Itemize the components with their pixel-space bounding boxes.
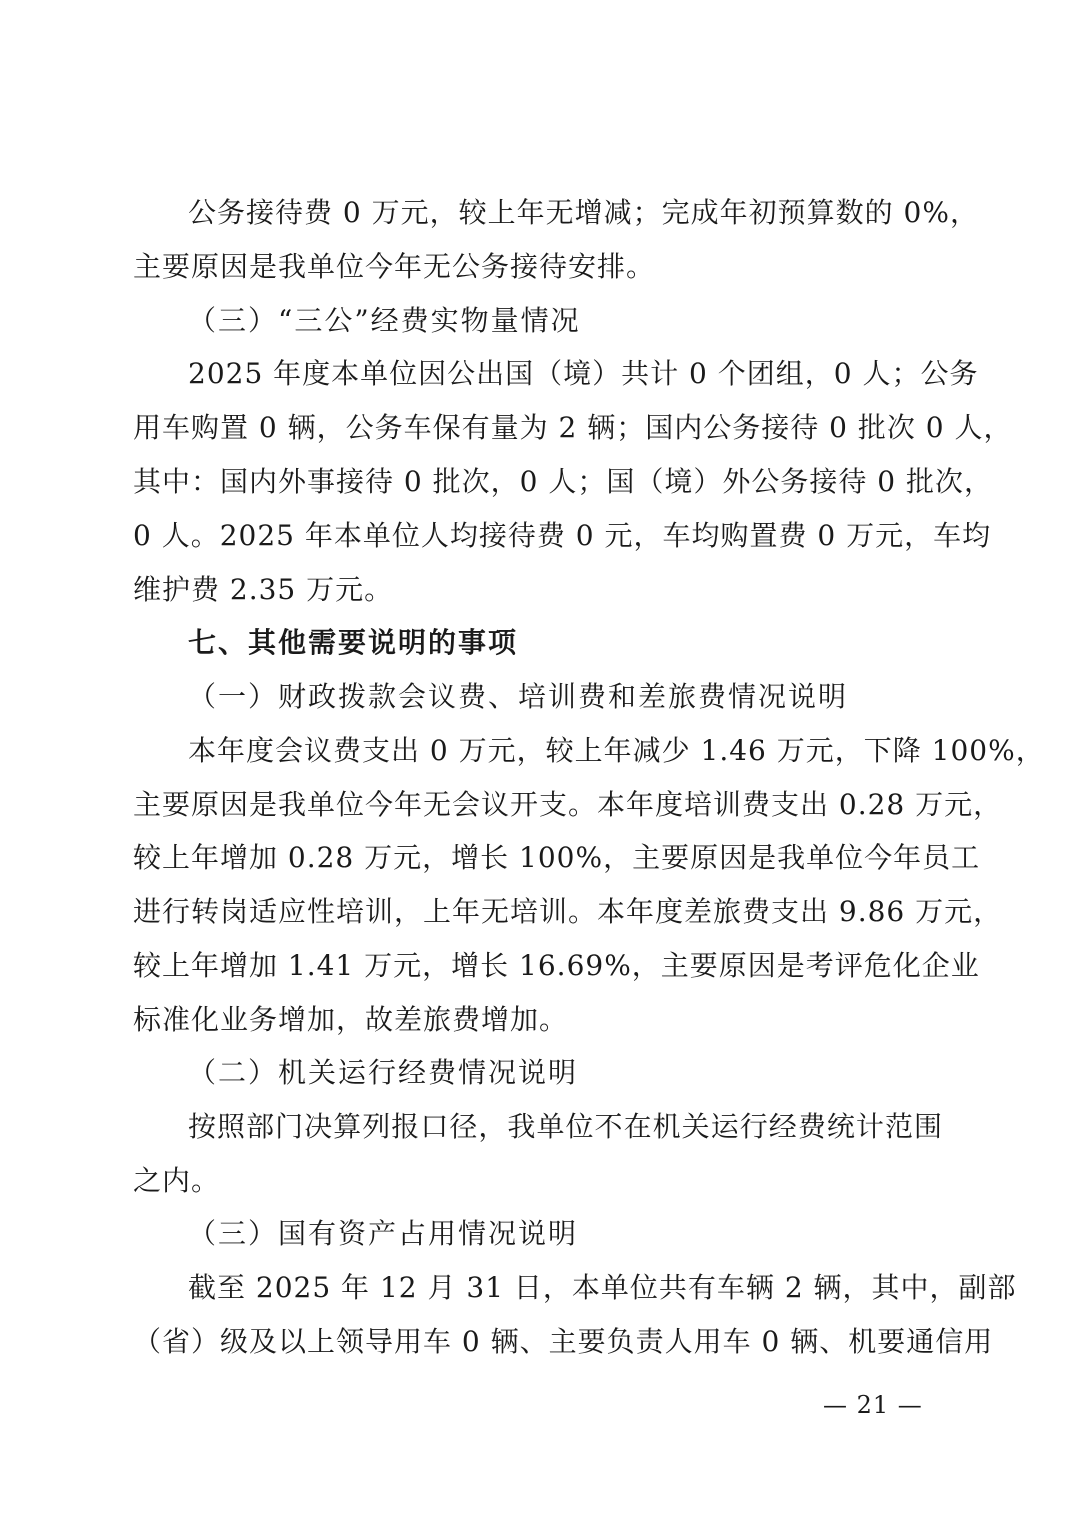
paragraph-line: 标准化业务增加，故差旅费增加。: [133, 1003, 569, 1036]
paragraph-line: 进行转岗适应性培训，上年无培训。本年度差旅费支出 9.86 万元，: [133, 895, 1003, 928]
paragraph-line: 用车购置 0 辆，公务车保有量为 2 辆；国内公务接待 0 批次 0 人，: [133, 411, 1013, 444]
paragraph-line: 按照部门决算列报口径，我单位不在机关运行经费统计范围: [188, 1110, 943, 1143]
paragraph-line: 截至 2025 年 12 月 31 日，本单位共有车辆 2 辆，其中，副部: [188, 1271, 1017, 1304]
paragraph-line: （省）级及以上领导用车 0 辆、主要负责人用车 0 辆、机要通信用: [133, 1325, 994, 1358]
paragraph-line: 主要原因是我单位今年无公务接待安排。: [133, 250, 656, 283]
paragraph-line: 之内。: [133, 1164, 221, 1197]
paragraph-line: 维护费 2.35 万元。: [133, 573, 394, 606]
paragraph-line: 0 人。2025 年本单位人均接待费 0 元，车均购置费 0 万元，车均: [133, 519, 992, 552]
paragraph-line: 公务接待费 0 万元，较上年无增减；完成年初预算数的 0%，: [188, 196, 979, 229]
paragraph-line: 较上年增加 0.28 万元，增长 100%，主要原因是我单位今年员工: [133, 841, 981, 874]
section-heading: （一）财政拨款会议费、培训费和差旅费情况说明: [188, 680, 849, 713]
paragraph-line: 主要原因是我单位今年无会议开支。本年度培训费支出 0.28 万元，: [133, 788, 1003, 821]
page-number: — 21 —: [823, 1391, 923, 1419]
paragraph-line: 本年度会议费支出 0 万元，较上年减少 1.46 万元，下降 100%，: [188, 734, 1045, 767]
paragraph-line: 其中：国内外事接待 0 批次，0 人；国（境）外公务接待 0 批次，: [133, 465, 993, 498]
section-heading: （三）“三公”经费实物量情况: [188, 304, 581, 337]
section-heading: （二）机关运行经费情况说明: [188, 1056, 579, 1089]
chapter-heading: 七、其他需要说明的事项: [188, 626, 519, 659]
paragraph-line: 2025 年度本单位因公出国（境）共计 0 个团组，0 人；公务: [188, 357, 979, 390]
paragraph-line: 较上年增加 1.41 万元，增长 16.69%，主要原因是考评危化企业: [133, 949, 980, 982]
section-heading: （三）国有资产占用情况说明: [188, 1217, 579, 1250]
